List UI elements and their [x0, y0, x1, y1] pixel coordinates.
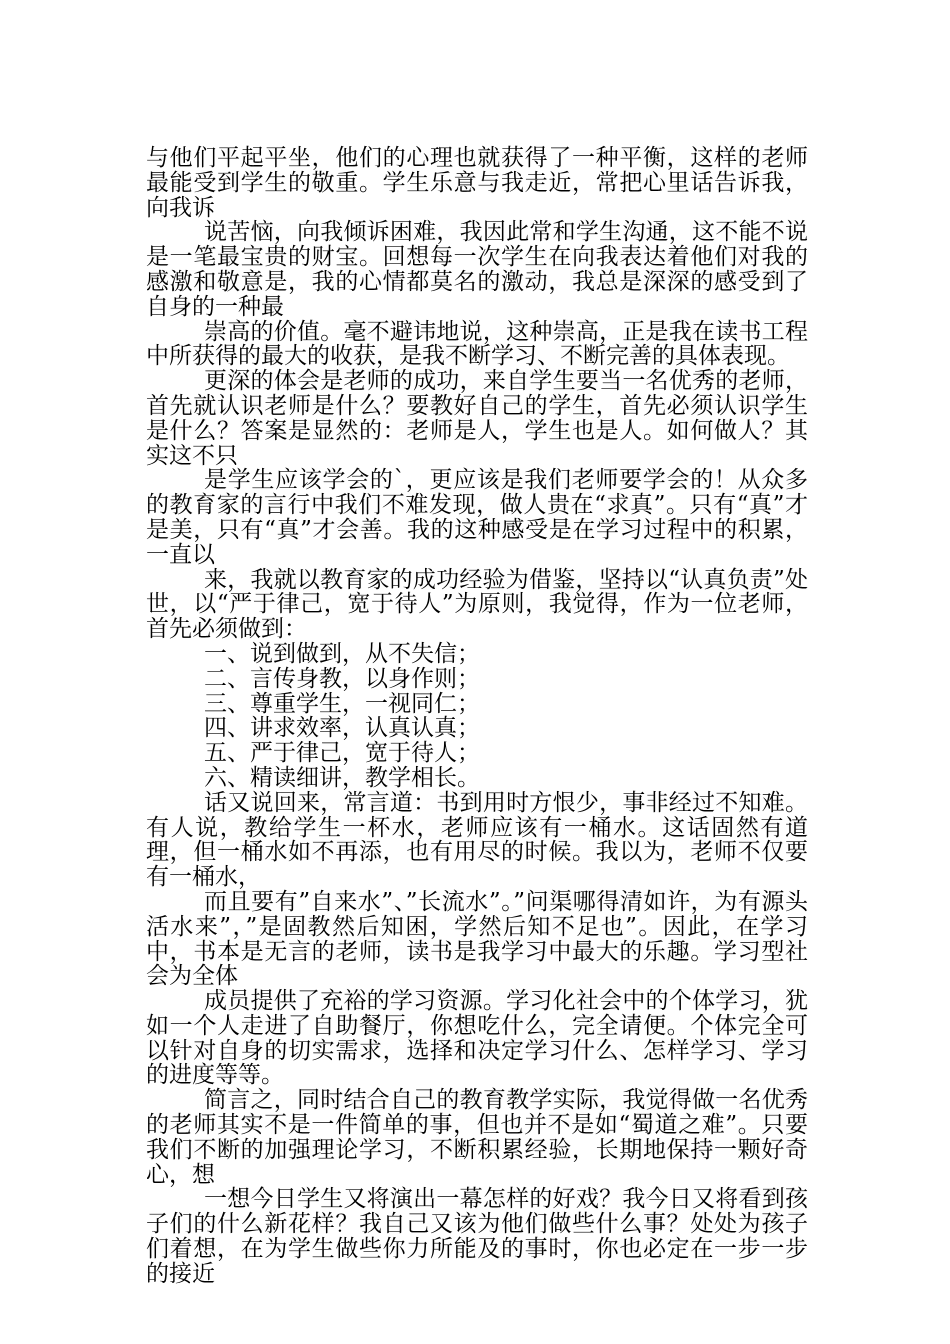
- paragraph: 崇高的价值。毫不避讳地说，这种崇高，正是我在读书工程中所获得的最大的收获，是我不断学习、不断完善的具体表现。: [146, 318, 808, 370]
- paragraph: 而且要有”自来水”、”长流水”。”问渠哪得清如许，为有源头活水来”，”是固教然后知困，学然后知不足也”。因此，在学习中，书本是无言的老师，读书是我学习中最大的乐趣。学习型社会为全体: [146, 888, 808, 990]
- paragraph: 话又说回来，常言道：书到用时方恨少，事非经过不知难。有人说，教给学生一杯水，老师应该有一桶水。这话固然有道理，但一桶水如不再添，也有用尽的时候。我以为，老师不仅要有一桶水，: [146, 789, 808, 891]
- paragraph: 简言之，同时结合自己的教育教学实际，我觉得做一名优秀的老师其实不是一件简单的事，但也并不是如“蜀道之难”。只要我们不断的加强理论学习，不断积累经验，长期地保持一颗好奇心，想: [146, 1087, 808, 1188]
- list-item: 二、言传身教，以身作则；: [204, 665, 480, 692]
- list-item: 四、讲求效率，认真认真；: [204, 715, 480, 742]
- list-item: 五、严于律己，宽于待人；: [204, 740, 480, 767]
- paragraph: 更深的体会是老师的成功，来自学生要当一名优秀的老师，首先就认识老师是什么？要教好自己的学生，首先必须认识学生是什么？答案是显然的：老师是人，学生也是人。如何做人？其实这不只: [146, 368, 808, 469]
- paragraph: 成员提供了充裕的学习资源。学习化社会中的个体学习，犹如一个人走进了自助餐厅，你想吃什么，完全请便。个体完全可以针对自身的切实需求，选择和决定学习什么、怎样学习、学习的进度等等。: [146, 988, 808, 1089]
- paragraph: 与他们平起平坐，他们的心理也就获得了一种平衡，这样的老师最能受到学生的敬重。学生乐意与我走近，常把心里话告诉我，向我诉: [146, 145, 808, 221]
- list-item: 六、精读细讲，教学相长。: [204, 764, 480, 791]
- list-item: 一、说到做到，从不失信；: [204, 640, 480, 667]
- document-body: [146, 146, 808, 1287]
- paragraph: 一想今日学生又将演出一幕怎样的好戏？我今日又将看到孩子们的什么新花样？我自己又该为他们做些什么事？处处为孩子们着想，在为学生做些你力所能及的事时，你也必定在一步一步的接近: [146, 1186, 808, 1287]
- paragraph: 说苦恼，向我倾诉困难，我因此常和学生沟通，这不能不说是一笔最宝贵的财宝。回想每一次学生在向我表达着他们对我的感激和敬意是，我的心情都莫名的激动，我总是深深的感受到了自身的一种最: [146, 219, 808, 320]
- paragraph: 来，我就以教育家的成功经验为借鉴，坚持以“认真负责”处世，以“严于律己，宽于待人”为原则，我觉得，作为一位老师，首先必须做到：: [146, 566, 808, 643]
- list-item: 三、尊重学生，一视同仁；: [204, 690, 480, 717]
- paragraph: 是学生应该学会的`，更应该是我们老师要学会的！从众多的教育家的言行中我们不难发现，做人贵在“求真”。只有“真”才是美，只有“真”才会善。我的这种感受是在学习过程中的积累，一直以: [146, 467, 808, 568]
